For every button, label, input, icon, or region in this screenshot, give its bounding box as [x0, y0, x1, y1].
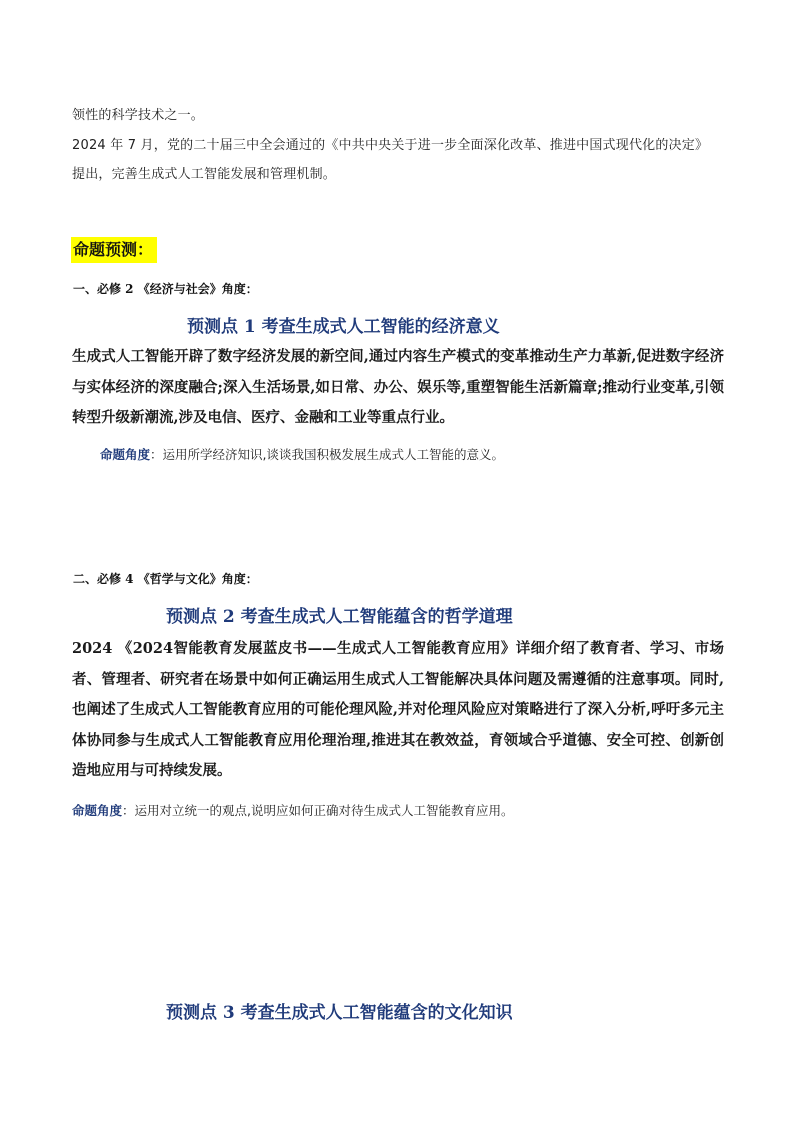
module-1-angle — [100, 445, 504, 463]
module-1-angle-label: 命题角度 — [100, 447, 151, 462]
module-2-paragraph: 2024 《2024智能教育发展蓝皮书——生成式人工智能教育应用》详细介绍了教育者、学习、市场者、管理者、研究者在场景中如何正确运用生成式人工智能解决具体问题及需遵循的注意事项。同时,也阐述了生成式人工智能教育应用的可能伦理风险,并对伦理风险应对策略进行了深入分析,呼吁多元主体协同参与生成式人工智能教育应用伦理治理,推进其在教效益，育领域合乎道德、安全可控、创新创造地应用与可持续发展。 — [72, 640, 724, 779]
prediction-point-3-title: 预测点 3 考查生成式人工智能蕴含的文化知识 — [166, 1003, 513, 1023]
prediction-section-banner: 命题预测： — [71, 237, 157, 263]
module-2-angle — [72, 801, 514, 819]
intro-line-3: 提出，完善生成式人工智能发展和管理机制。 — [72, 167, 337, 182]
module-2-angle-text: ：运用对立统一的观点,说明应如何正确对待生成式人工智能教育应用。 — [122, 803, 514, 818]
intro-line-2: 2024 年 7 月，党的二十届三中全会通过的《中共中央关于进一步全面深化改革、推进中国式现代化的决定》 — [72, 138, 709, 153]
module-1-angle-text: ：运用所学经济知识,谈谈我国积极发展生成式人工智能的意义。 — [150, 447, 504, 462]
intro-line-1: 领性的科学技术之一。 — [72, 108, 205, 123]
prediction-point-1-title: 预测点 1 考查生成式人工智能的经济意义 — [187, 317, 500, 337]
module-2-angle-label: 命题角度 — [72, 803, 123, 818]
module-2-heading: 二、必修 4 《哲学与文化》角度： — [73, 572, 258, 586]
module-1-paragraph: 生成式人工智能开辟了数字经济发展的新空间,通过内容生产模式的变革推动生产力革新,促进数字经济与实体经济的深度融合;深入生活场景,如日常、办公、娱乐等,重塑智能生活新篇章;推动行业变革,引领转型升级新潮流,涉及电信、医疗、金融和工业等重点行业。 — [72, 348, 724, 426]
module-1-heading: 一、必修 2 《经济与社会》角度： — [73, 282, 258, 296]
prediction-point-2-title: 预测点 2 考查生成式人工智能蕴含的哲学道理 — [166, 607, 513, 627]
